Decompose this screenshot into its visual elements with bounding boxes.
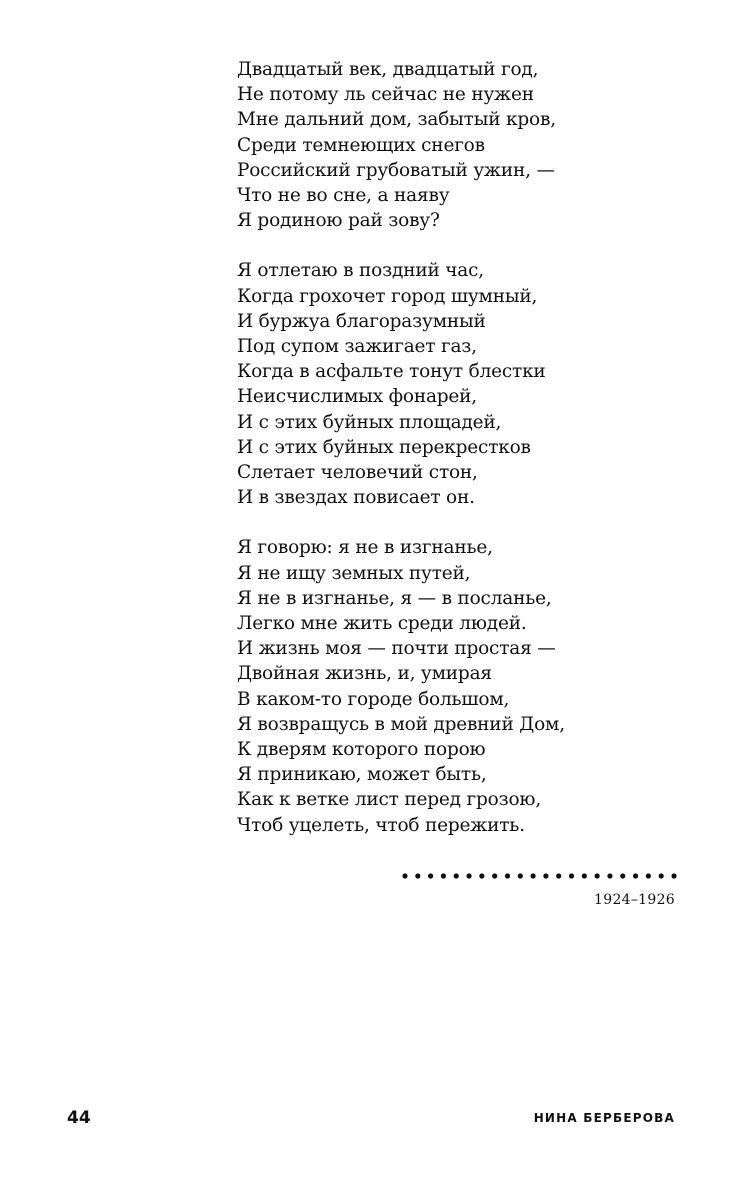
divider-dot bbox=[607, 873, 612, 878]
divider-dot bbox=[620, 873, 625, 878]
poem-line: Я говорю: я не в изгнанье, bbox=[237, 537, 493, 559]
divider-dot bbox=[582, 873, 587, 878]
poem-line: Мне дальний дом, забытый кров, bbox=[237, 109, 556, 131]
poem-line: Я отлетаю в поздний час, bbox=[237, 260, 484, 282]
poem-line: Как к ветке лист перед грозою, bbox=[237, 789, 542, 811]
poem-line: И буржуа благоразумный bbox=[237, 310, 486, 332]
poem-line: Российский грубоватый ужин, — bbox=[237, 159, 555, 181]
stanza-3 bbox=[237, 535, 697, 837]
poem-line: Я не ищу земных путей, bbox=[237, 562, 471, 584]
poem-line: Не потому ль сейчас не нужен bbox=[237, 84, 534, 106]
divider-dot bbox=[454, 873, 459, 878]
poem-line: Что не во сне, а наяву bbox=[237, 185, 450, 207]
page-number: 44 bbox=[67, 1108, 91, 1128]
divider-dot bbox=[428, 873, 433, 878]
divider-dot bbox=[556, 873, 561, 878]
divider-dot bbox=[492, 873, 497, 878]
divider-dot bbox=[659, 873, 664, 878]
poem-line: Когда грохочет город шумный, bbox=[237, 285, 538, 307]
poem-line: Двадцатый век, двадцатый год, bbox=[237, 59, 539, 80]
poem-line: И жизнь моя — почти простая — bbox=[237, 638, 556, 660]
poem-line: Слетает человечий стон, bbox=[237, 462, 478, 484]
divider-dot bbox=[402, 873, 407, 878]
divider-dot bbox=[543, 873, 548, 878]
stanza-1 bbox=[237, 57, 697, 233]
divider-dot bbox=[441, 873, 446, 878]
poem-line: Я не в изгнанье, я — в посланье, bbox=[237, 587, 552, 609]
divider-dot bbox=[466, 873, 471, 878]
poem-line: Легко мне жить среди людей. bbox=[237, 613, 527, 635]
poem-line: И с этих буйных перекрестков bbox=[237, 436, 531, 458]
poem-line: И с этих буйных площадей, bbox=[237, 411, 502, 433]
poem-line: Я родиною рай зову? bbox=[237, 210, 440, 232]
poem-line: Когда в асфальте тонут блестки bbox=[237, 361, 546, 383]
poem-line: Под супом зажигает газ, bbox=[237, 336, 477, 358]
poem-line: В каком-то городе большом, bbox=[237, 688, 510, 710]
poem-line: И в звездах повисает он. bbox=[237, 487, 475, 509]
divider-dot bbox=[518, 873, 523, 878]
divider-dot bbox=[646, 873, 651, 878]
stanza-2 bbox=[237, 258, 697, 510]
divider-dot bbox=[595, 873, 600, 878]
divider-dot bbox=[671, 873, 676, 878]
divider-dot bbox=[479, 873, 484, 878]
divider-dot bbox=[531, 873, 536, 878]
divider-dot bbox=[415, 873, 420, 878]
poem-line: Чтоб уцелеть, чтоб пережить. bbox=[237, 814, 525, 836]
divider-dot bbox=[569, 873, 574, 878]
poem-line: К дверям которого порою bbox=[237, 739, 486, 761]
dotted-divider bbox=[402, 867, 677, 885]
poem-line: Двойная жизнь, и, умирая bbox=[237, 663, 492, 685]
poem-line: Я приникаю, может быть, bbox=[237, 764, 487, 786]
divider-dot bbox=[633, 873, 638, 878]
poem-line: Неисчислимых фонарей, bbox=[237, 386, 477, 408]
poem-line: Среди темнеющих снегов bbox=[237, 134, 485, 156]
poem-line: Я возвращусь в мой древний Дом, bbox=[237, 713, 565, 735]
poem bbox=[237, 57, 697, 838]
divider-dot bbox=[505, 873, 510, 878]
running-header-author: НИНА БЕРБЕРОВА bbox=[533, 1111, 675, 1125]
poem-date: 1924–1926 bbox=[594, 892, 675, 908]
